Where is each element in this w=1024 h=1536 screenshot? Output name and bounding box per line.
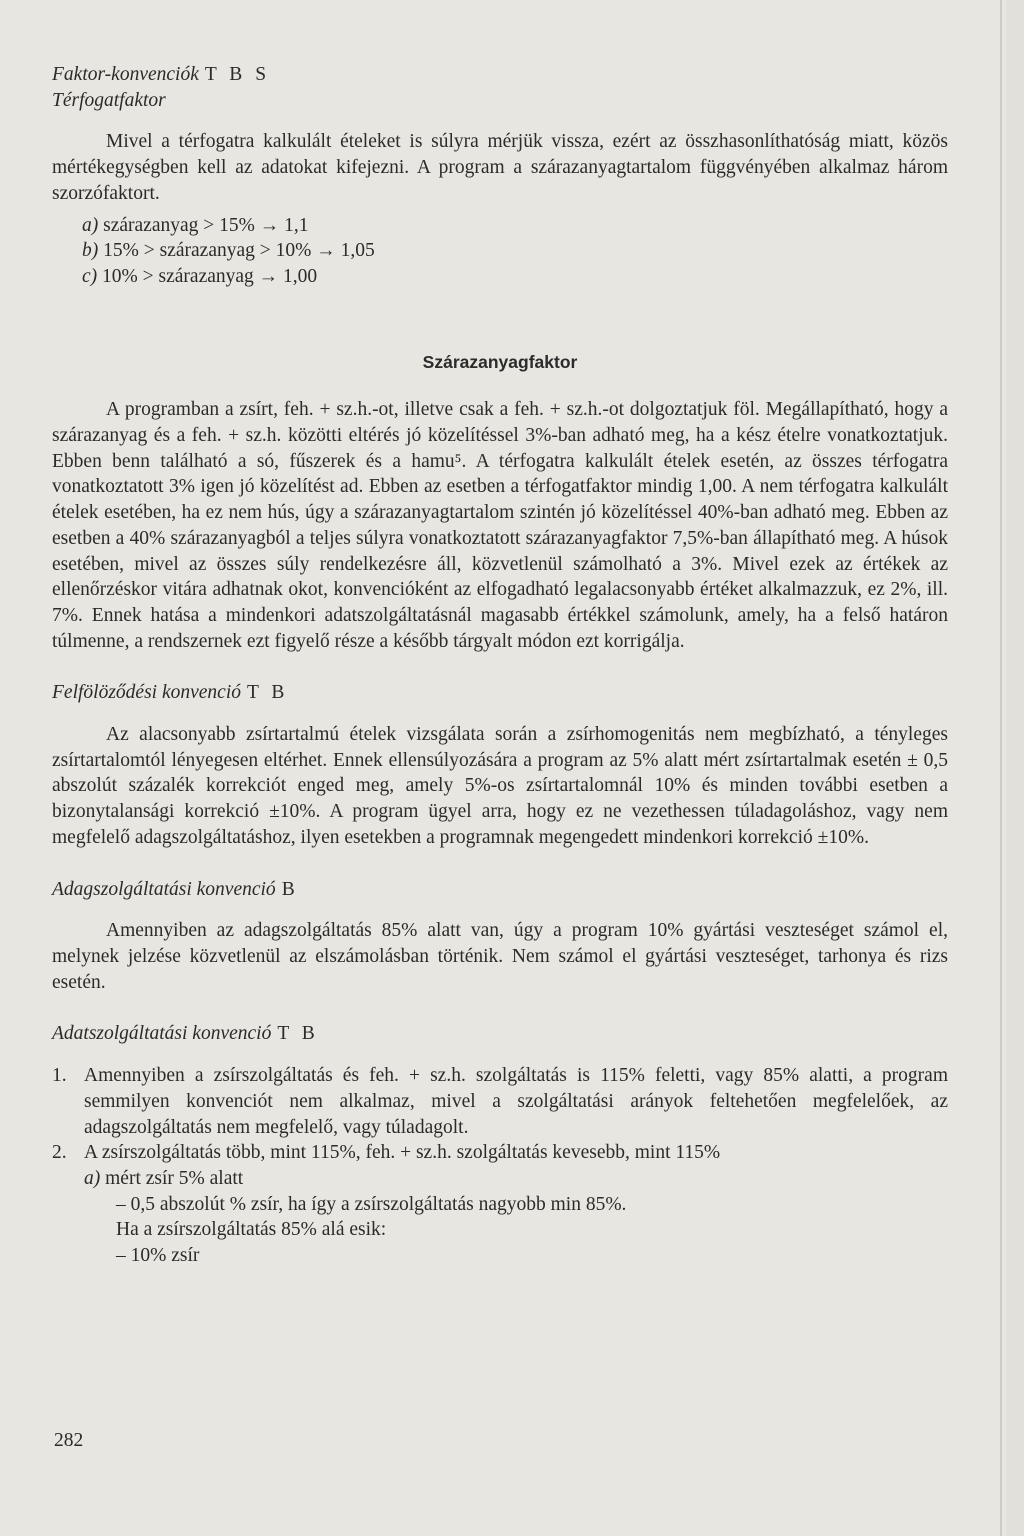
dry-matter-paragraph: A programban a zsírt, feh. + sz.h.-ot, illetve csak a feh. + sz.h.-ot dolgoztatjuk föl. Megállapítható, hogy a szárazanyag és a feh. + sz.h. közötti eltérés jó közelítéssel 3%-ban adható meg, ha a kész ételre vonatkoztatjuk. Ebben benn található a só, fűszerek és a hamu⁵. A térfogatra kalkulált ételek esetén, az összes térfogatra vonatkoztatott 3% igen jó közelítést ad. Ebben az esetben a térfogatfaktor mindig 1,00. A nem térfogatra kalkulált ételek esetében, ha ez nem hús, úgy a szárazanyagtartalom szintén jó közelítéssel 40%-ban adható meg. Ebben az esetben a 40% szárazanyagból a teljes súlyra vonatkoztatott szárazanyagfaktor 7,5%-ban állapítható meg. A húsok esetében, mivel az összes súly rendelkezésre áll, közvetlenül számolható a 3%. Mivel ezek az értékek az ellenőrzéskor vitára adhatnak okot, konvencióként az elfogadható legalacsonyabb értéket alkalmazzuk, ez 2%, ill. 7%. Ennek hatása a mindenkori adatszolgáltatásnál magasabb értékkel számolunk, amely, ha a felső határon túlmenne, a rendszernek ezt figyelő része a később tárgyalt módon ezt korrigálja. bbox=[52, 399, 948, 652]
intro-paragraph: Mivel a térfogatra kalkulált ételeket is súlyra mérjük vissza, ezért az összhasonlíthatóság miatt, közös mértékegységben kell az adatokat kifejezni. A program a szárazanyagtartalom függvényében alkalmaz három szorzófaktort. bbox=[52, 131, 948, 204]
dry-matter-title: Szárazanyagfaktor bbox=[422, 351, 578, 372]
sub-line: Ha a zsírszolgáltatás 85% alá esik: bbox=[116, 1219, 387, 1241]
header-subtitle: Térfogatfaktor bbox=[52, 89, 166, 111]
list-item: 1. Amennyiben a zsírszolgáltatás és feh. + sz.h. szolgáltatás is 115% feletti, vagy 85% alatti, a program semmilyen konvenciót nem alkalmaz, mivel a szolgáltatási arányok feltehetően megfelelőek, az adagszolgáltatás nem megfelelő, vagy túladagolt. bbox=[52, 1065, 948, 1138]
list-item: c) 10% > szárazanyag → 1,00 bbox=[82, 265, 318, 287]
list-item: a) szárazanyag > 15% → 1,1 bbox=[82, 214, 309, 236]
sub-item-a: a) mért zsír 5% alatt bbox=[84, 1167, 244, 1189]
fat-section-header: Felfölöződési konvenció T B bbox=[52, 682, 289, 704]
page-edge-line bbox=[1000, 0, 1002, 1536]
page-number: 282 bbox=[54, 1430, 84, 1451]
portion-paragraph: Amennyiben az adagszolgáltatás 85% alatt van, úgy a program 10% gyártási veszteséget számol el, melynek jelzése közvetlenül az elszámolásban történik. Nem számol el gyártási veszteséget, tarhonya és rizs esetén. bbox=[52, 920, 948, 993]
numbered-list bbox=[52, 1063, 948, 1269]
data-section-header: Adatszolgáltatási konvenció T B bbox=[52, 1023, 319, 1045]
fat-paragraph: Az alacsonyabb zsírtartalmú ételek vizsgálata során a zsírhomogenitás nem megbízható, a tényleges zsírtartalomtól lényegesen eltérhet. Ennek ellensúlyozására a program az 5% alatt mért zsírtartalmak esetén ± 0,5 abszolút százalék korrekciót enged meg, amely 5%-os zsírtartalomnál 10% és minden további esetben a bizonytalansági korrekció ±10%. A program ügyel arra, hogy ez ne vezethessen túladagoláshoz, vagy nem megfelelő adagszolgáltatáshoz, ilyen esetekben a programnak megengedett mindenkori korrekció ±10%. bbox=[52, 724, 948, 848]
page-content bbox=[52, 62, 948, 1269]
section-header bbox=[52, 62, 948, 88]
header-tags: T B S bbox=[204, 64, 271, 85]
header-title: Faktor-konvenciók bbox=[52, 64, 199, 85]
sub-line: – 10% zsír bbox=[116, 1245, 200, 1267]
factor-list bbox=[82, 213, 948, 290]
sub-line: – 0,5 abszolút % zsír, ha így a zsírszolgáltatás nagyobb min 85%. bbox=[116, 1193, 627, 1215]
list-item: b) 15% > szárazanyag > 10% → 1,05 bbox=[82, 240, 375, 262]
page-edge bbox=[1006, 0, 1024, 1536]
portion-section-header: Adagszolgáltatási konvenció B bbox=[52, 878, 299, 900]
list-item: 2. A zsírszolgáltatás több, mint 115%, feh. + sz.h. szolgáltatás kevesebb, mint 115% bbox=[52, 1142, 721, 1164]
